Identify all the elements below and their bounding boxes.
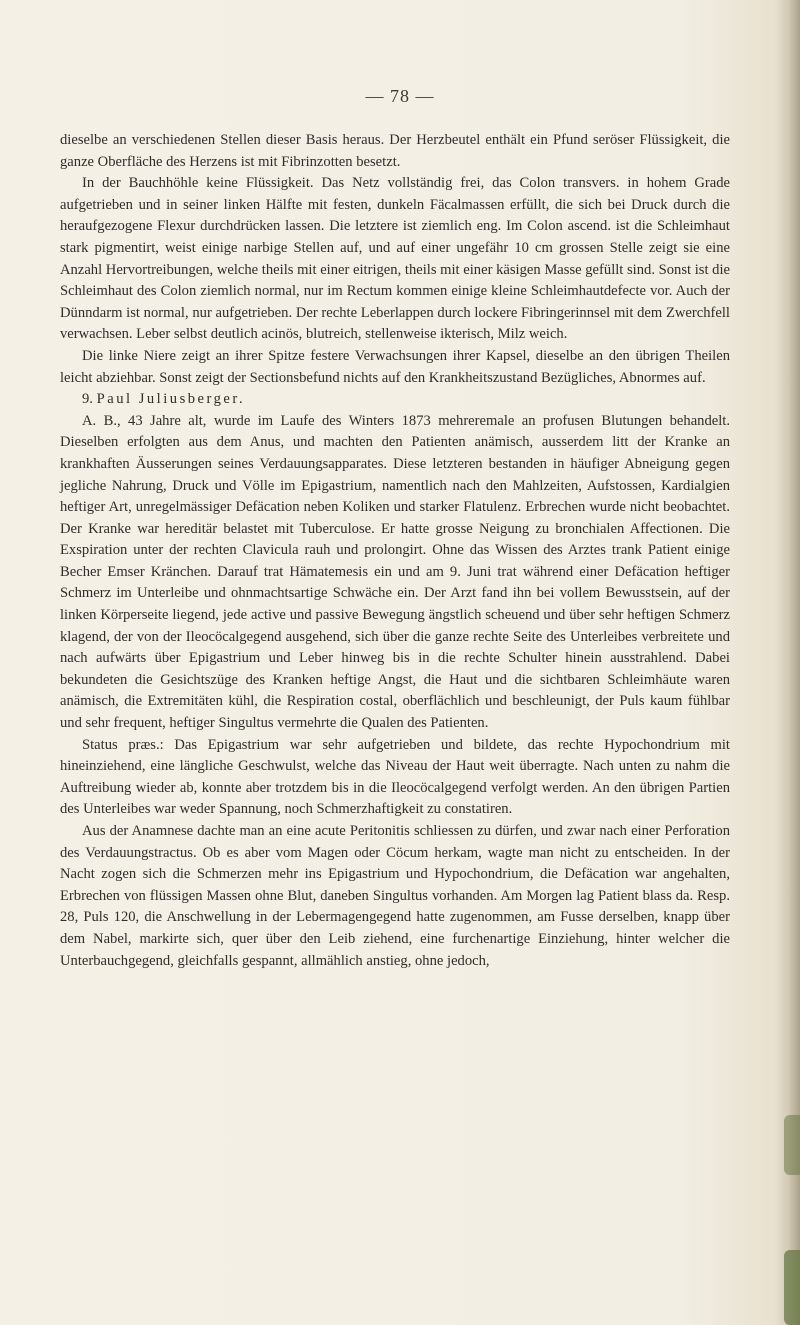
paragraph: Aus der Anamnese dachte man an eine acute Peritonitis schliessen zu dürfen, und zwar nach einer Perforation des Verdauungstractus. Ob es aber vom Magen oder Cöcum herkam, wagte man nicht zu entscheiden. In der Nacht zogen sich die Schmerzen mehr ins Epigastrium und Hypochondrium, die Defäcation war angehalten, Erbrechen von flüssigen Massen ohne Blut, daneben Singultus vorhanden. Am Morgen lag Patient blass da. Resp. 28, Puls 120, die Anschwellung in der Lebermagengegend hatte zugenommen, am Fusse derselben, knapp über dem Nabel, markirte sich, quer über den Leib ziehend, eine furchenartige Einziehung, hinter welcher die Unterbauchgegend, gleichfalls gespannt, allmählich anstieg, ohne jedoch, <box>60 823 730 969</box>
page-edge-stain <box>784 1115 800 1175</box>
case-heading <box>60 389 730 411</box>
paragraph: In der Bauchhöhle keine Flüssigkeit. Das Netz vollständig frei, das Colon transvers. in hohem Grade aufgetrieben und in seiner linken Hälfte mit festen, dunkeln Fäcalmassen erfüllt, die sich bei Druck durch die heraufgezogene Flexur durchdrücken lassen. Die letztere ist ziemlich eng. Im Colon ascend. ist die Schleimhaut stark pigmentirt, weist einige narbige Stellen auf, und auf einer ungefähr 10 cm grossen Stelle zeigt sie eine Anzahl Hervortreibungen, welche theils mit einer eitrigen, theils mit einer käsigen Masse gefüllt sind. Sonst ist die Schleimhaut des Colon ziemlich normal, nur im Rectum kommen einige kleine Schleimhautdefecte vor. Auch der Dünndarm ist normal, nur aufgetrieben. Der rechte Leberlappen durch lockere Fibringerinnsel mit dem Zwerchfell verwachsen. Leber selbst deutlich acinös, blutreich, stellenweise ikterisch, Milz weich. <box>60 175 730 343</box>
paragraph: dieselbe an verschiedenen Stellen dieser Basis heraus. Der Herzbeutel enthält ein Pfund seröser Flüssigkeit, die ganze Oberfläche des Herzens ist mit Fibrinzotten besetzt. <box>60 132 730 170</box>
paragraph: A. B., 43 Jahre alt, wurde im Laufe des Winters 1873 mehreremale an profusen Blutungen behandelt. Dieselben erfolgten aus dem Anus, und machten den Patienten anämisch, ausserdem litt der Kranke an krankhaften Äusserungen seines Verdauungsapparates. Diese letzteren bestanden in häufiger Abneigung gegen jegliche Nahrung, Druck und Völle im Epigastrium, namentlich nach den Mahlzeiten, Aufstossen, Kardialgien heftiger Art, unregelmässiger Defäcation neben Koliken und starker Flatulenz. Erbrechen wurde nicht beobachtet. Der Kranke war hereditär belastet mit Tuberculose. Er hatte grosse Neigung zu bronchialen Affectionen. Die Exspiration unter der rechten Clavicula rauh und prolongirt. Ohne das Wissen des Arztes trank Patient einige Becher Emser Kränchen. Darauf trat Hämatemesis ein und am 9. Juni trat während einer Defäcation heftiger Schmerz im Unterleibe und ohnmachtsartige Schwäche ein. Der Arzt fand ihn bei vollem Bewusstsein, auf der linken Körperseite liegend, jede active und passive Bewegung ängstlich scheuend und über sehr heftigen Schmerz klagend, der von der Ileocöcalgegend ausgehend, sich über die ganze rechte Seite des Unterleibes verbreitete und nach aufwärts über Epigastrium und Leber hinweg bis in die rechte Schulter hinein ausstrahlend. Dabei bekundeten die Gesichtszüge des Kranken heftige Angst, die Haut und die sichtbaren Schleimhäute waren anämisch, die Extremitäten kühl, die Respiration costal, oberflächlich und beschleunigt, der Puls kaum fühlbar und sehr frequent, heftiger Singultus vermehrte die Qualen des Patienten. <box>60 412 730 732</box>
case-number: 9. <box>82 391 93 408</box>
patient-name: Paul Juliusberger. <box>96 391 246 408</box>
page-number: — 78 — <box>365 86 435 106</box>
body-text <box>60 130 730 972</box>
paragraph: Die linke Niere zeigt an ihrer Spitze festere Verwachsungen ihrer Kapsel, dieselbe an den übrigen Theilen leicht abziehbar. Sonst zeigt der Sectionsbefund nichts auf den Krankheitszustand Bezügliches, Abnormes auf. <box>60 347 730 386</box>
page-edge-stain <box>784 1250 800 1325</box>
paragraph: Status præs.: Das Epigastrium war sehr aufgetrieben und bildete, das rechte Hypochondrium mit hineinziehend, eine längliche Geschwulst, welche das Niveau der Haut weit überragte. Nach unten zu nahm die Auftreibung wieder ab, konnte aber trotzdem bis in die Ileocöcalgegend verfolgt werden. An den übrigen Partien des Unterleibes war weder Spannung, noch Schmerzhaftigkeit zu constatiren. <box>60 736 730 818</box>
